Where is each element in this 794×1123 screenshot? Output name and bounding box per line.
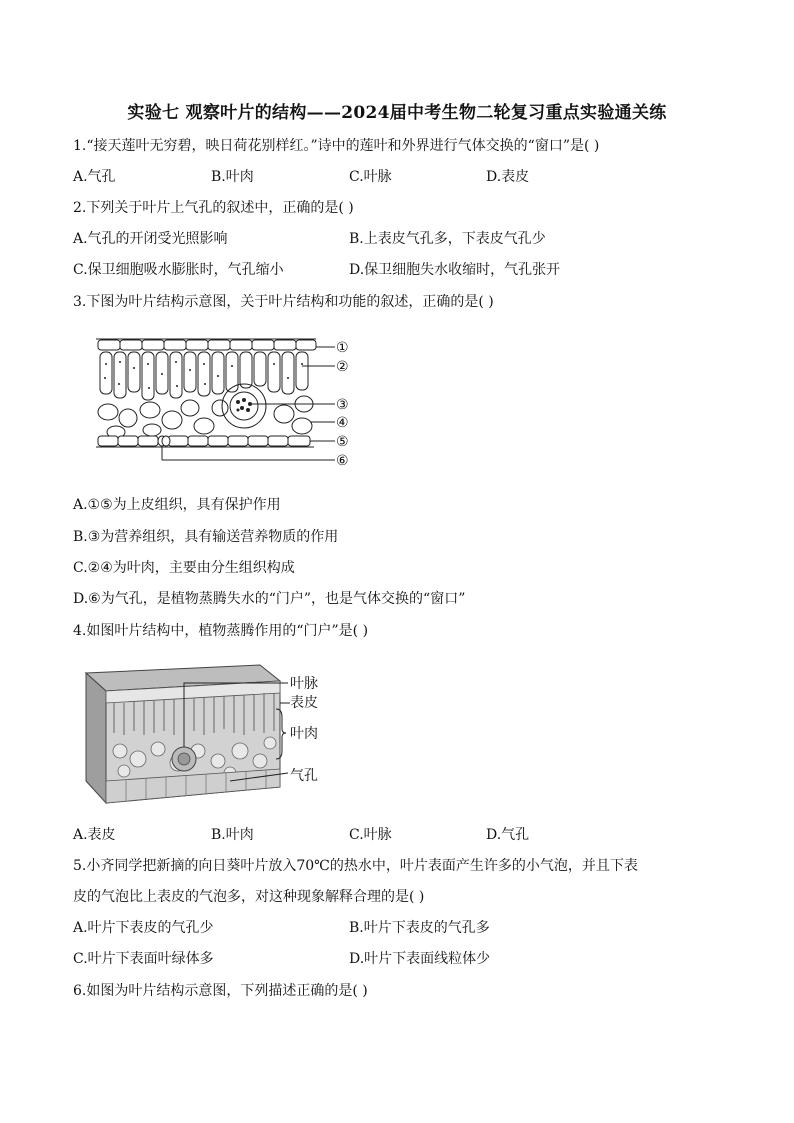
question-6-stem: 6.如图为叶片结构示意图，下列描述正确的是( ) [73, 983, 368, 999]
question-5-stem-line2: 皮的气泡比上表皮的气泡多，对这种现象解释合理的是( ) [73, 889, 425, 905]
label-stoma: 气孔 [290, 768, 318, 784]
q3-option-c: C.②④为叶肉，主要由分生组织构成 [73, 560, 295, 576]
question-3-stem: 3.下图为叶片结构示意图，关于叶片结构和功能的叙述，正确的是( ) [73, 294, 494, 310]
q1-option-a: A.气孔 [73, 169, 116, 185]
q2-option-d: D.保卫细胞失水收缩时，气孔张开 [349, 262, 561, 278]
leaf-cross-section-diagram [92, 334, 362, 470]
q3-option-a: A.①⑤为上皮组织，具有保护作用 [73, 497, 281, 513]
q2-option-c: C.保卫细胞吸水膨胀时，气孔缩小 [73, 262, 284, 278]
q4-option-a: A.表皮 [73, 827, 116, 843]
q1-option-d: D.表皮 [486, 169, 530, 185]
question-1-stem: 1.“接天莲叶无穷碧，映日荷花别样红。”诗中的莲叶和外界进行气体交换的“窗口”是( ) [73, 138, 600, 154]
question-5-stem-line1: 5.小齐同学把新摘的向日葵叶片放入70℃的热水中，叶片表面产生许多的小气泡，并且下表 [73, 858, 638, 874]
q2-option-b: B.上表皮气孔多，下表皮气孔少 [349, 231, 546, 247]
q5-option-c: C.叶片下表面叶绿体多 [73, 951, 214, 967]
diagram-label-5: ⑤ [336, 434, 349, 450]
page-title: 实验七 观察叶片的结构——2024届中考生物二轮复习重点实验通关练 [127, 103, 667, 123]
diagram-label-1: ① [336, 340, 349, 356]
q1-option-c: C.叶脉 [349, 169, 392, 185]
label-mesophyll: 叶肉 [290, 726, 318, 742]
label-vein: 叶脉 [290, 676, 318, 692]
diagram-label-4: ④ [336, 415, 349, 431]
q5-option-a: A.叶片下表皮的气孔少 [73, 920, 214, 936]
q5-option-d: D.叶片下表面线粒体少 [349, 951, 491, 967]
diagram-label-6: ⑥ [336, 453, 349, 469]
leaf-3d-block-diagram [80, 663, 340, 811]
q3-option-d: D.⑥为气孔，是植物蒸腾失水的“门户”，也是气体交换的“窗口” [73, 591, 466, 607]
diagram-label-3: ③ [336, 397, 349, 413]
q4-option-d: D.气孔 [486, 827, 530, 843]
label-epidermis: 表皮 [290, 695, 318, 711]
diagram-label-2: ② [336, 359, 349, 375]
q2-option-a: A.气孔的开闭受光照影响 [73, 231, 228, 247]
q5-option-b: B.叶片下表皮的气孔多 [349, 920, 490, 936]
question-2-stem: 2.下列关于叶片上气孔的叙述中，正确的是( ) [73, 200, 354, 216]
q4-option-b: B.叶肉 [211, 827, 254, 843]
q3-option-b: B.③为营养组织，具有输送营养物质的作用 [73, 529, 339, 545]
question-4-stem: 4.如图叶片结构中，植物蒸腾作用的“门户”是( ) [73, 623, 369, 639]
q1-option-b: B.叶肉 [211, 169, 254, 185]
q4-option-c: C.叶脉 [349, 827, 392, 843]
